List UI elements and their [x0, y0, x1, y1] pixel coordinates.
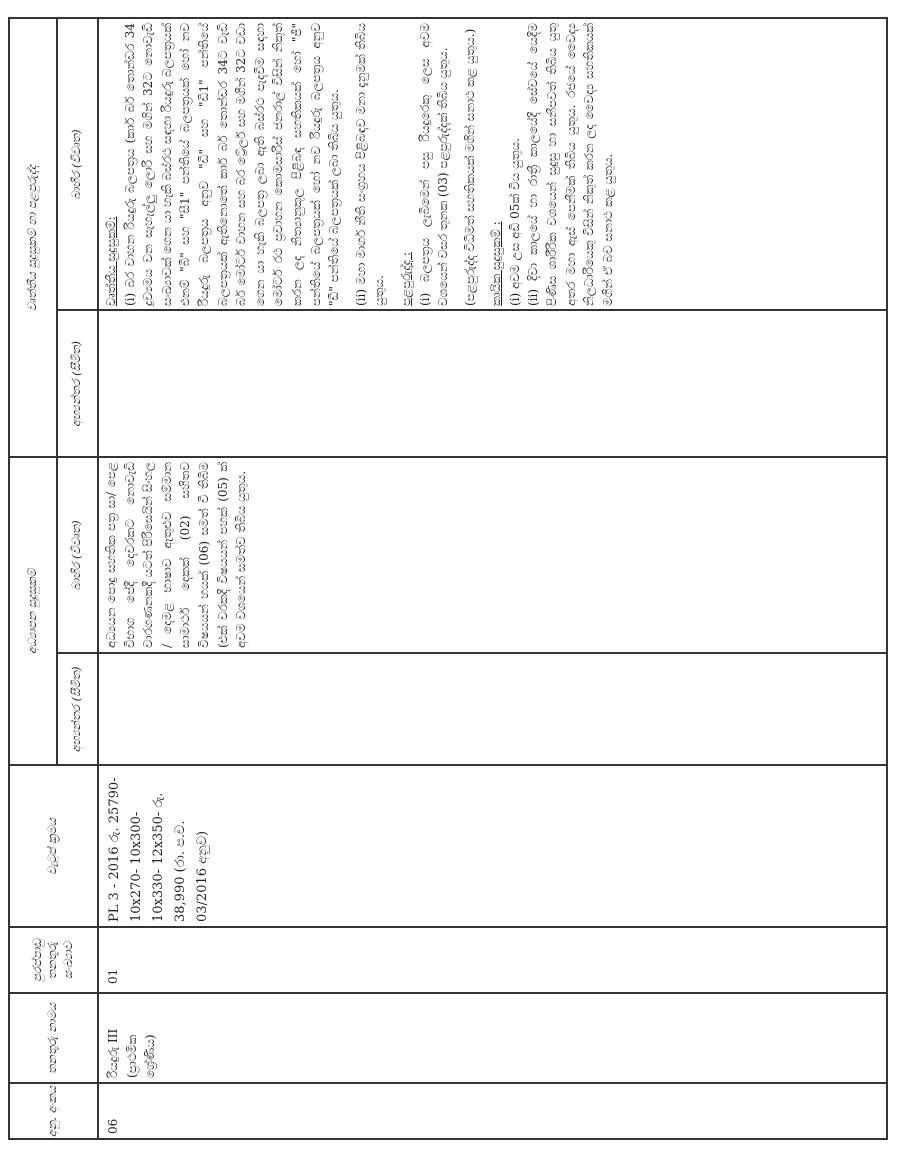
row-serial-number: 06: [106, 1118, 120, 1134]
row-salary-code: PL 3 - 2016 රු. 25790- 10x270- 10x300- 10x330- 12x350- රු. 38,990 (රා. ප.ච. 03/2016 අනුව): [107, 777, 211, 922]
row-vacancies: 01: [106, 968, 120, 984]
experience-heading: පළපුරුද්ද :: [398, 252, 413, 306]
header-educational-external: බාහිර (විවෘත): [69, 520, 84, 591]
header-vocational-qualifications: වෘත්තීය සුදුසුකම් හා පළපුරුද්ද: [24, 164, 39, 312]
physical-heading: කායික සුදුසුකම් :: [489, 221, 504, 306]
row-vocational-external: [102, 23, 617, 306]
header-serial-number: අනු. අංකය: [45, 1085, 60, 1138]
header-vacancies: පුරප්පාඩු තනතුරු සංඛ්‍යාව: [29, 939, 75, 982]
header-educational-qualifications: අධ්‍යාපන සුදුසුකම්: [24, 568, 39, 655]
vocational-item-1: (i) බර වාහන රියදුරු බලපත්‍රය (කාර් බර් තොන්ඩර 34 ද්‍රව්‍යමය වන සැහැල්ලු ලොරි සහ මගින් 32ට නොවැඩි සංඛ්‍යාවක් ගෙන යා හැකි බස්රථ සඳහා රියදුරු බලපත්‍රයක් එනම් "බී" සහ "සී1" පන්තියේ බලපත්‍රයක් හෝ නව රියදුරු බලපත්‍රය අනුව "ඩී" සහ "ඩී1" පන්තියේ බලපත්‍රයක් ඇතිනොතේ කාර් බර් තොන්ඩර 34ට වැඩි බර් මෝටර් වාහන සහ බර ට්‍රේලර් සහ මගීන් 32ට වඩා ගෙන යා හැකි බලපත්‍ර ලබා ඇති බස්රථ පැදවීම සඳහා මෝටර් රථ ප්‍රවාහන කොමසාරිස් ජනරාල් විසින් නිකුත් කරන ලද නිත්‍යානුකූල පිළිබඳ සහතිකයක් හෝ "ජී" පන්තියේ බලපත්‍රයක් හෝ නව රියදුරු බලපත්‍රය අනුව "ඩී" පන්තියේ බලපත්‍රයක් ලබා තිබිය යුතුය.: [122, 23, 342, 306]
experience-item-1: (i) බලපත්‍රය ලැබීමෙන් පසු රියදුරෙකු ලෙස අවම වශයෙන් වසර තුනක (03) පළපුරුද්දක් තිබිය යුතුය.: [417, 23, 451, 306]
header-salary-code: වැටුප් ක්‍රමය: [45, 817, 60, 876]
header-educational-internal: අභ්‍යන්තර (සීමිත): [69, 666, 84, 753]
vocational-heading: වෘත්තීය සුදුසුකම්:: [104, 216, 118, 306]
row-post-name: රියදුරු III (ප්‍රාථමික ශ්‍රේණිය): [106, 1028, 158, 1078]
header-vocational-internal: අභ්‍යන්තර (සීමිත): [69, 341, 84, 427]
header-vocational-external: බාහිර (විවෘත): [69, 129, 84, 200]
header-post-name: තනතුරු නාමය: [45, 1003, 60, 1074]
physical-item-2: (ii) දිවා කාලයේ හා රාත්‍රී කාලයේදී සේවයේ යෙදීම පිණිස ශාරීරික වශයෙන් සුදුසු හා සනීපවත් තිබිය යුතු අතර මහා ඇස් පෙනීමක් තිබිය යුතුය. රජයේ වෛද්‍ය නිලධාරියෙකු විසින් නිකුත් කරන ලද වෛද්‍ය සහතිකයක් මගින් ඒ බව සනාථ කළ යුතුය.: [526, 23, 615, 306]
experience-note: (පළපුරුද්ද විධිමත් සහතිකයක් මගින් සනාථ කළ යුතුය.): [462, 28, 477, 306]
vocational-item-2: (ii) මහා මාර්ග නීති සංග්‍රහය පිළිබඳව මනා දැනුමක් තිබිය යුතුය.: [353, 23, 387, 306]
row-educational-external: අධ්‍යයන පොදු සහතික පත්‍ර සා/ පෙළ විභාග පේදී දෙවරකට නොවැඩි වාරගණනකදී යටත් පිරිසෙයින් සිංහල / දෙමළ භාෂාව ඇතුළුව සම්මාන සාමාර්ථ දෙකක් (02) සහිතව විෂයයන් හයක් (06) සමත් වී තිබීම (එක් වරකදී විෂයයන් පහක් (05) ක් අවම වශයෙන් සමත්ව තිබිය යුතුය.: [104, 462, 249, 648]
physical-item-1: (i) අවම උස අඩි 05ක් විය යුතුය.: [507, 138, 522, 306]
